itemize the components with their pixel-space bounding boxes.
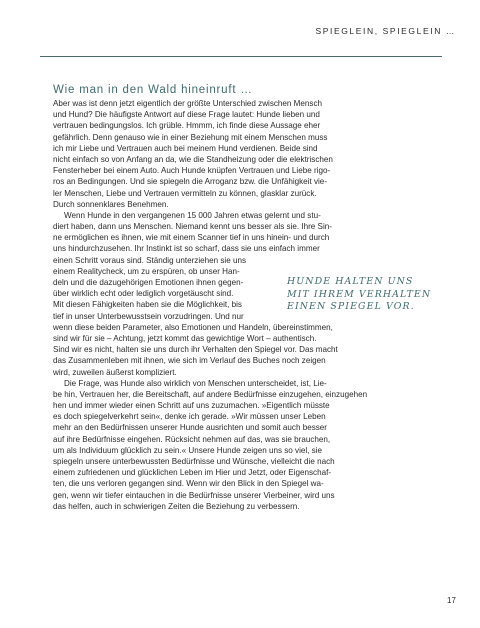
page-number: 17 bbox=[447, 596, 456, 605]
body-line: über wirklich echt oder lediglich vorgetäuscht sind. bbox=[53, 289, 234, 299]
body-line: ros an Bedingungen. Und sie spiegeln die Arroganz bzw. die Unfähigkeit vie- bbox=[53, 177, 328, 187]
body-line: und Hund? Die häufigste Antwort auf diese Frage lautet: Hunde lieben und bbox=[53, 110, 320, 120]
body-line: tief in unser Unterbewusstsein vorzudringen. Und nur bbox=[53, 311, 244, 321]
body-line: mehr an den Bedürfnissen unserer Hunde ausrichten und somit auch besser bbox=[53, 423, 327, 433]
section-title: Wie man in den Wald hineinruft … bbox=[53, 84, 253, 96]
body-line: das Zusammenleben mit ihnen, wie sich im Verlauf des Buches noch zeigen bbox=[53, 356, 326, 366]
body-line: nicht einfach so von Anfang an da, wie die Standheizung oder die elektrischen bbox=[53, 154, 333, 164]
body-line: ne ermöglichen es ihnen, wie mit einem Scanner tief in uns hinein- und durch bbox=[53, 233, 330, 243]
header-divider bbox=[40, 56, 442, 57]
body-line: wenn diese beiden Parameter, also Emotionen und Handeln, übereinstimmen, bbox=[53, 322, 333, 332]
pull-quote-line: HUNDE HALTEN UNS bbox=[287, 276, 414, 287]
body-line: sind wir für sie – Achtung, jetzt kommt das gewichtige Wort – authentisch. bbox=[53, 333, 317, 343]
body-line: wird, zuweilen äußerst kompliziert. bbox=[53, 367, 177, 377]
body-line: be hin, Vertrauen her, die Bereitschaft, auf andere Bedürfnisse einzugehen, einzugehen bbox=[53, 389, 368, 399]
body-line: ler Menschen, Liebe und Vertrauen vermitteln zu können, glasklar zurück. bbox=[53, 188, 317, 198]
body-line: einem Realitycheck, um zu erspüren, ob unser Han- bbox=[53, 266, 240, 276]
body-line: Mit diesen Fähigkeiten haben sie die Möglichkeit, bis bbox=[53, 300, 242, 310]
body-line: vertrauen bedingungslos. Ich grüble. Hmmm, ich finde diese Aussage eher bbox=[53, 121, 321, 131]
pull-quote-line: EINEN SPIEGEL VOR. bbox=[287, 301, 415, 313]
body-line: um als Individuum glücklich zu sein.« Unsere Hunde zeigen uns so viel, sie bbox=[53, 445, 323, 455]
pull-quote bbox=[287, 276, 447, 314]
body-line: es doch spiegelverkehrt sein«, denke ich gerade. »Wir müssen unser Leben bbox=[53, 412, 326, 422]
body-line: einem zufriedenen und glücklichen Leben im Hier und Jetzt, oder Eigenschaf- bbox=[53, 468, 332, 478]
body-line: Aber was ist denn jetzt eigentlich der größte Unterschied zwischen Mensch bbox=[53, 99, 323, 108]
body-line: ich mir Liebe und Vertrauen auch bei meinem Hund verdienen. Beide sind bbox=[53, 143, 318, 153]
body-line: diert haben, dann uns Menschen. Niemand kennt uns besser als sie. Ihre Sin- bbox=[53, 222, 332, 232]
pull-quote-line: MIT IHREM VERHALTEN bbox=[287, 288, 432, 300]
body-line: hen und immer wieder einen Schritt auf uns zuzumachen. »Eigentlich müsste bbox=[53, 401, 330, 411]
body-line: Die Frage, was Hunde also wirklich von Menschen unterscheidet, ist, Lie- bbox=[64, 378, 327, 388]
body-line: deln und die dazugehörigen Emotionen ihnen gegen- bbox=[53, 278, 244, 287]
body-line: ten, die uns verloren gegangen sind. Wenn wir den Blick in den Spiegel wa- bbox=[53, 479, 324, 489]
body-line: einen Schritt voraus sind. Ständig unterziehen sie uns bbox=[53, 255, 247, 265]
body-line: Durch sonnenklares Benehmen. bbox=[53, 199, 169, 209]
body-line: Fensterheber bei einem Auto. Auch Hunde knüpfen Vertrauen und Liebe rigo- bbox=[53, 166, 331, 176]
body-line: uns hindurchzusehen. Ihr Instinkt ist so scharf, dass sie uns einfach immer bbox=[53, 244, 320, 254]
body-line: spiegeln unsere unterbewussten Bedürfnisse und Wünsche, vielleicht die nach bbox=[53, 457, 335, 466]
body-line: Sind wir es nicht, halten sie uns durch ihr Verhalten den Spiegel vor. Das macht bbox=[53, 345, 338, 355]
body-line: gen, wenn wir tiefer eintauchen in die Bedürfnisse unserer Vierbeiner, wird uns bbox=[53, 490, 335, 500]
running-header: SPIEGLEIN, SPIEGLEIN … bbox=[315, 26, 456, 36]
body-line: Wenn Hunde in den vergangenen 15 000 Jahren etwas gelernt und stu- bbox=[64, 210, 321, 220]
body-line: das helfen, auch in schwierigen Zeiten die Beziehung zu verbessern. bbox=[53, 501, 300, 511]
body-line: gefährlich. Denn genauso wie in einer Beziehung mit einem Menschen muss bbox=[53, 132, 328, 142]
body-line: auf ihre Bedürfnisse eingehen. Rücksicht nehmen auf das, was sie brauchen, bbox=[53, 434, 331, 444]
